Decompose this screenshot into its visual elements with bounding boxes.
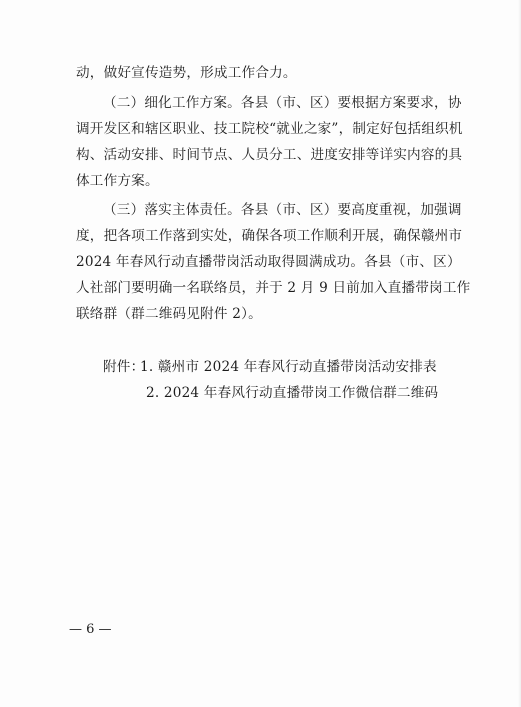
section-3-line-2: 度，把各项工作落到实处，确保各项工作顺利开展，确保赣州市 — [76, 228, 463, 244]
section-3-line-4: 人社部门要明确一名联络员，并于 2 月 9 日前加入直播带岗工作 — [76, 280, 471, 296]
attachments-label: 附件： — [103, 359, 145, 375]
section-2-line-2: 调开发区和辖区职业、技工院校“就业之家”，制定好包括组织机 — [76, 121, 463, 137]
section-3-line-3: 2024 年春风行动直播带岗活动取得圆满成功。各县（市、区） — [76, 254, 461, 270]
attachment-item-2: 2. 2024 年春风行动直播带岗工作微信群二维码 — [146, 385, 439, 401]
section-3-line-5: 联络群（群二维码见附件 2）。 — [76, 306, 262, 322]
section-2-line-4: 体工作方案。 — [76, 173, 159, 189]
section-2-line-3: 构、活动安排、时间节点、人员分工、进度安排等详实内容的具 — [76, 147, 463, 163]
paragraph-continuation-line: 动，做好宣传造势，形成工作合力。 — [76, 65, 297, 81]
section-3-line-1: （三）落实主体责任。各县（市、区）要高度重视，加强调 — [103, 202, 462, 218]
page-number: — 6 — — [69, 622, 112, 637]
section-2-line-1: （二）细化工作方案。各县（市、区）要根据方案要求，协 — [103, 95, 462, 111]
attachment-item-1: 1. 赣州市 2024 年春风行动直播带岗活动安排表 — [140, 359, 437, 375]
